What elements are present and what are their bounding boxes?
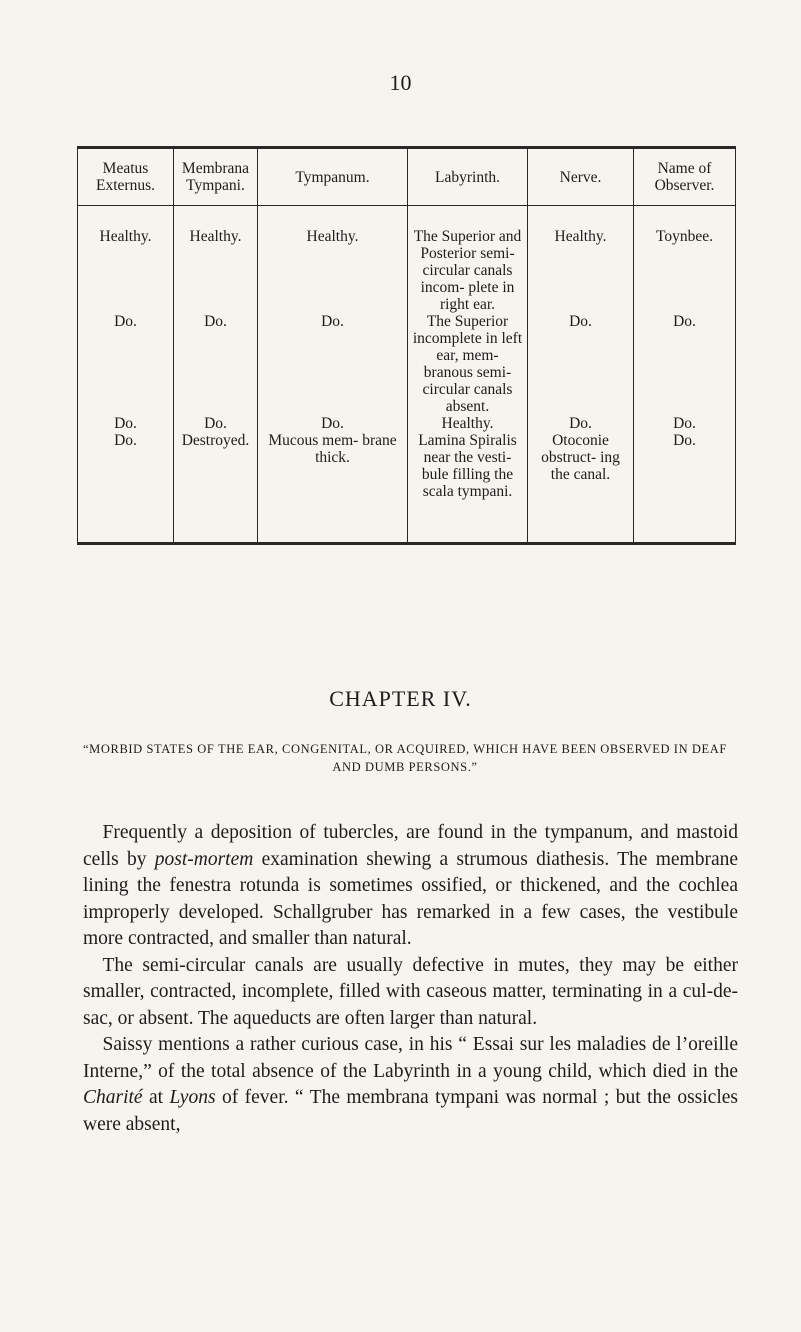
paragraph xyxy=(83,820,738,953)
text-run: at xyxy=(142,1087,170,1108)
table-cell: Do. xyxy=(78,415,174,432)
body-text xyxy=(83,820,738,1138)
text-run: Frequently a deposition of tubercles, are found in the tympanum, and mastoid cells by xyxy=(83,822,738,870)
table-cell: Otoconie obstruct- ing the canal. xyxy=(528,432,634,544)
table-header-row xyxy=(78,148,736,206)
text-run: Saissy mentions a rather curious case, in his “ Essai sur les maladies de l’oreille Interne,” of the total absence of the Labyrinth in a young child, which died in the xyxy=(83,1034,738,1082)
table-row xyxy=(78,415,736,432)
table-cell: Lamina Spiralis near the vesti- bule filling the scala tympani. xyxy=(408,432,528,544)
table-cell: Do. xyxy=(78,313,174,415)
page-number: 10 xyxy=(389,70,412,95)
table-cell: Healthy. xyxy=(174,206,258,314)
header-labyrinth: Labyrinth. xyxy=(408,148,528,206)
header-membrana-tympani: Membrana Tympani. xyxy=(174,148,258,206)
italic-text: Lyons xyxy=(169,1087,216,1108)
table-cell: Do. xyxy=(258,415,408,432)
header-nerve: Nerve. xyxy=(528,148,634,206)
table-cell: Do. xyxy=(634,415,736,432)
table-cell: The Superior and Posterior semi-circular canals incom- plete in right ear. xyxy=(408,206,528,314)
paragraph xyxy=(83,953,738,1033)
header-meatus-externus: Meatus Externus. xyxy=(78,148,174,206)
table-row xyxy=(78,313,736,415)
table-cell: Healthy. xyxy=(258,206,408,314)
italic-text: post-mortem xyxy=(154,848,254,870)
chapter-heading: CHAPTER IV. xyxy=(329,686,472,711)
table-cell: Do. xyxy=(528,313,634,415)
table-cell: Do. xyxy=(174,415,258,432)
italic-text: Charité xyxy=(83,1087,143,1108)
text-run: of fever. “ The membrana tympani was normal ; but the ossicles were absent, xyxy=(83,1087,738,1135)
table-cell: Toynbee. xyxy=(634,206,736,314)
table-cell: Do. xyxy=(174,313,258,415)
text-run: The semi-circular canals are usually defective in mutes, they may be either smaller, contracted, incomplete, filled with caseous matter, terminating in a cul-de-sac, or absent. The aqueducts are often larger than natural. xyxy=(83,954,738,1029)
table-cell: Healthy. xyxy=(78,206,174,314)
table-cell: Destroyed. xyxy=(174,432,258,544)
table-cell: Healthy. xyxy=(408,415,528,432)
table-cell: Do. xyxy=(634,432,736,544)
table-cell: The Superior incomplete in left ear, mem- branous semi- circular canals absent. xyxy=(408,313,528,415)
table-row xyxy=(78,206,736,314)
table-cell: Healthy. xyxy=(528,206,634,314)
table-cell: Do. xyxy=(78,432,174,544)
paragraph xyxy=(83,1032,738,1138)
observations-table xyxy=(77,146,736,545)
text-run: examination shewing a strumous diathesis. The membrane lining the fenestra rotunda is sometimes ossified, or thickened, and the cochlea improperly developed. Schallgruber has remarked in a few cases, the vestibule more contracted, and smaller than natural. xyxy=(83,848,739,949)
table-cell: Do. xyxy=(528,415,634,432)
table-cell: Do. xyxy=(258,313,408,415)
header-tympanum: Tympanum. xyxy=(258,148,408,206)
header-name-of-observer: Name of Observer. xyxy=(634,148,736,206)
chapter-subtitle: “MORBID STATES OF THE EAR, CONGENITAL, OR ACQUIRED, WHICH HAVE BEEN OBSERVED IN DEAF AND DUMB PERSONS.” xyxy=(83,742,727,774)
table-row xyxy=(78,432,736,544)
table-cell: Mucous mem- brane thick. xyxy=(258,432,408,544)
table-cell: Do. xyxy=(634,313,736,415)
